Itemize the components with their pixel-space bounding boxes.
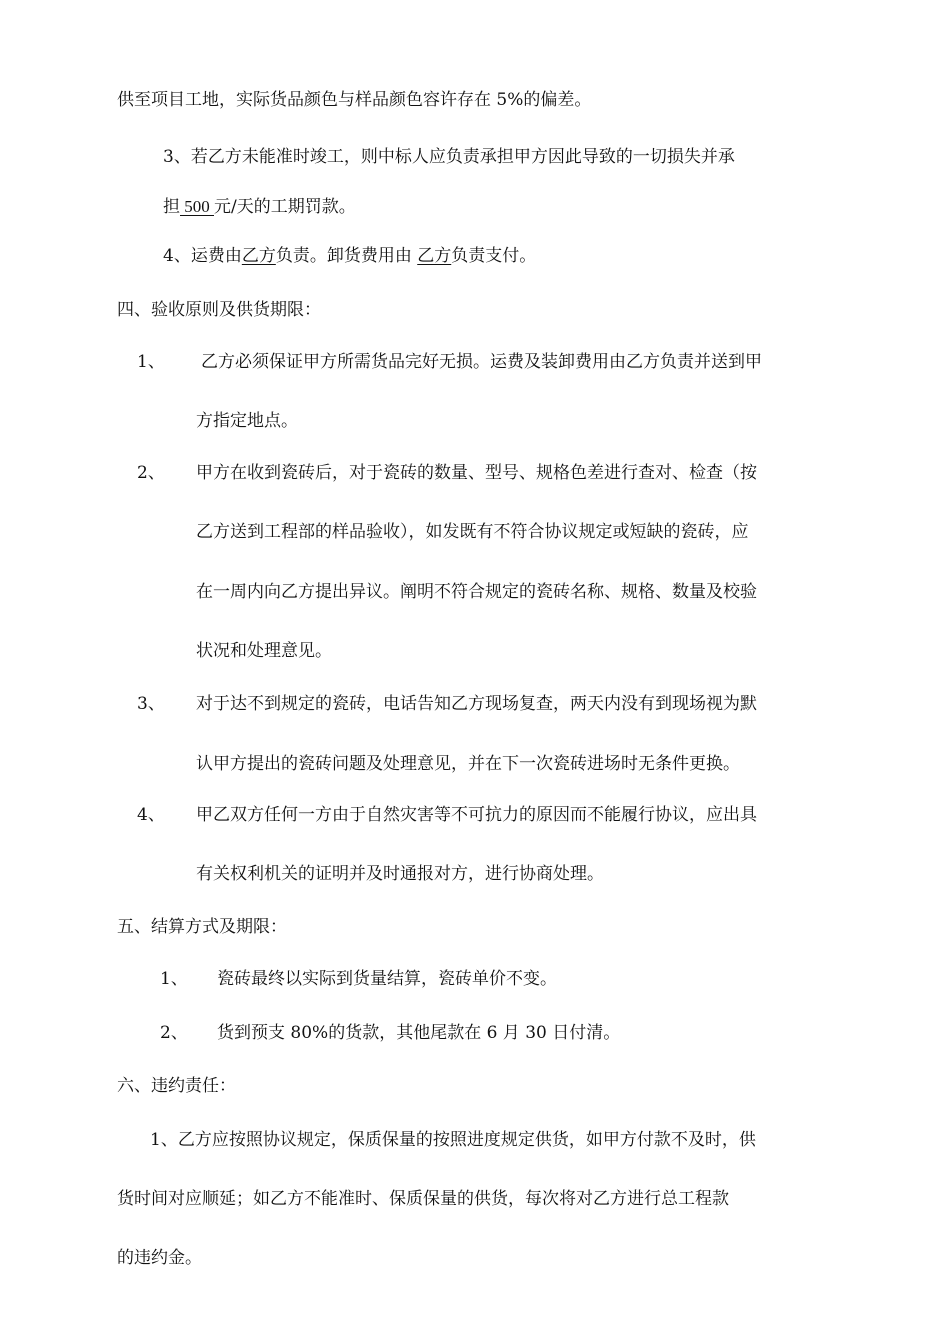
list-item-line: 乙方必须保证甲方所需货品完好无损。运费及装卸费用由乙方负责并送到甲 (201, 352, 762, 372)
clause-4-line (163, 244, 536, 268)
paragraph-line: 供至项目工地，实际货品颜色与样品颜色容许存在 5%的偏差。 (117, 90, 592, 110)
penalty-amount: 500 (180, 197, 214, 216)
paragraph-line: 货时间对应顺延；如乙方不能准时、保质保量的供货，每次将对乙方进行总工程款 (117, 1189, 729, 1209)
list-item-line: 方指定地点。 (196, 411, 298, 431)
clause-3-text: 元/天的工期罚款。 (214, 197, 356, 217)
list-item-line: 甲方在收到瓷砖后，对于瓷砖的数量、型号、规格色差进行查对、检查（按 (196, 463, 757, 483)
section-6-heading: 六、违约责任： (117, 1076, 236, 1096)
freight-party: 乙方 (241, 246, 276, 266)
clause-3-line-2 (163, 195, 356, 219)
section-4-heading: 四、验收原则及供货期限： (117, 300, 321, 320)
list-item-line: 有关权利机关的证明并及时通报对方，进行协商处理。 (196, 864, 604, 884)
clause-4-text: 负责。卸货费用由 (275, 246, 418, 266)
list-item-line: 瓷砖最终以实际到货量结算，瓷砖单价不变。 (217, 969, 557, 989)
list-number: 1、 (160, 969, 188, 989)
clause-3-line-1: 3、若乙方未能准时竣工，则中标人应负责承担甲方因此导致的一切损失并承 (163, 147, 735, 167)
paragraph-line: 1、乙方应按照协议规定，保质保量的按照进度规定供货，如甲方付款不及时，供 (150, 1130, 756, 1150)
list-item-line: 乙方送到工程部的样品验收），如发既有不符合协议规定或短缺的瓷砖，应 (196, 522, 749, 542)
list-item-line: 对于达不到规定的瓷砖，电话告知乙方现场复查，两天内没有到现场视为默 (196, 694, 757, 714)
list-item-line: 认甲方提出的瓷砖问题及处理意见，并在下一次瓷砖进场时无条件更换。 (196, 754, 740, 774)
clause-4-text: 负责支付。 (451, 246, 537, 266)
list-item-line: 甲乙双方任何一方由于自然灾害等不可抗力的原因而不能履行协议，应出具 (196, 805, 757, 825)
list-item-line: 货到预支 80%的货款，其他尾款在 6 月 30 日付清。 (217, 1023, 621, 1043)
list-number: 4、 (137, 805, 165, 825)
clause-4-text: 4、运费由 (163, 246, 242, 266)
list-number: 2、 (160, 1023, 188, 1043)
clause-3-text: 担 (163, 197, 180, 217)
list-item-line: 在一周内向乙方提出异议。阐明不符合规定的瓷砖名称、规格、数量及校验 (196, 582, 757, 602)
list-number: 2、 (137, 463, 165, 483)
unloading-party: 乙方 (417, 246, 452, 266)
list-number: 1、 (137, 352, 165, 372)
list-number: 3、 (137, 694, 165, 714)
paragraph-line: 的违约金。 (117, 1248, 202, 1268)
list-item-line: 状况和处理意见。 (196, 641, 332, 661)
section-5-heading: 五、结算方式及期限： (117, 917, 287, 937)
